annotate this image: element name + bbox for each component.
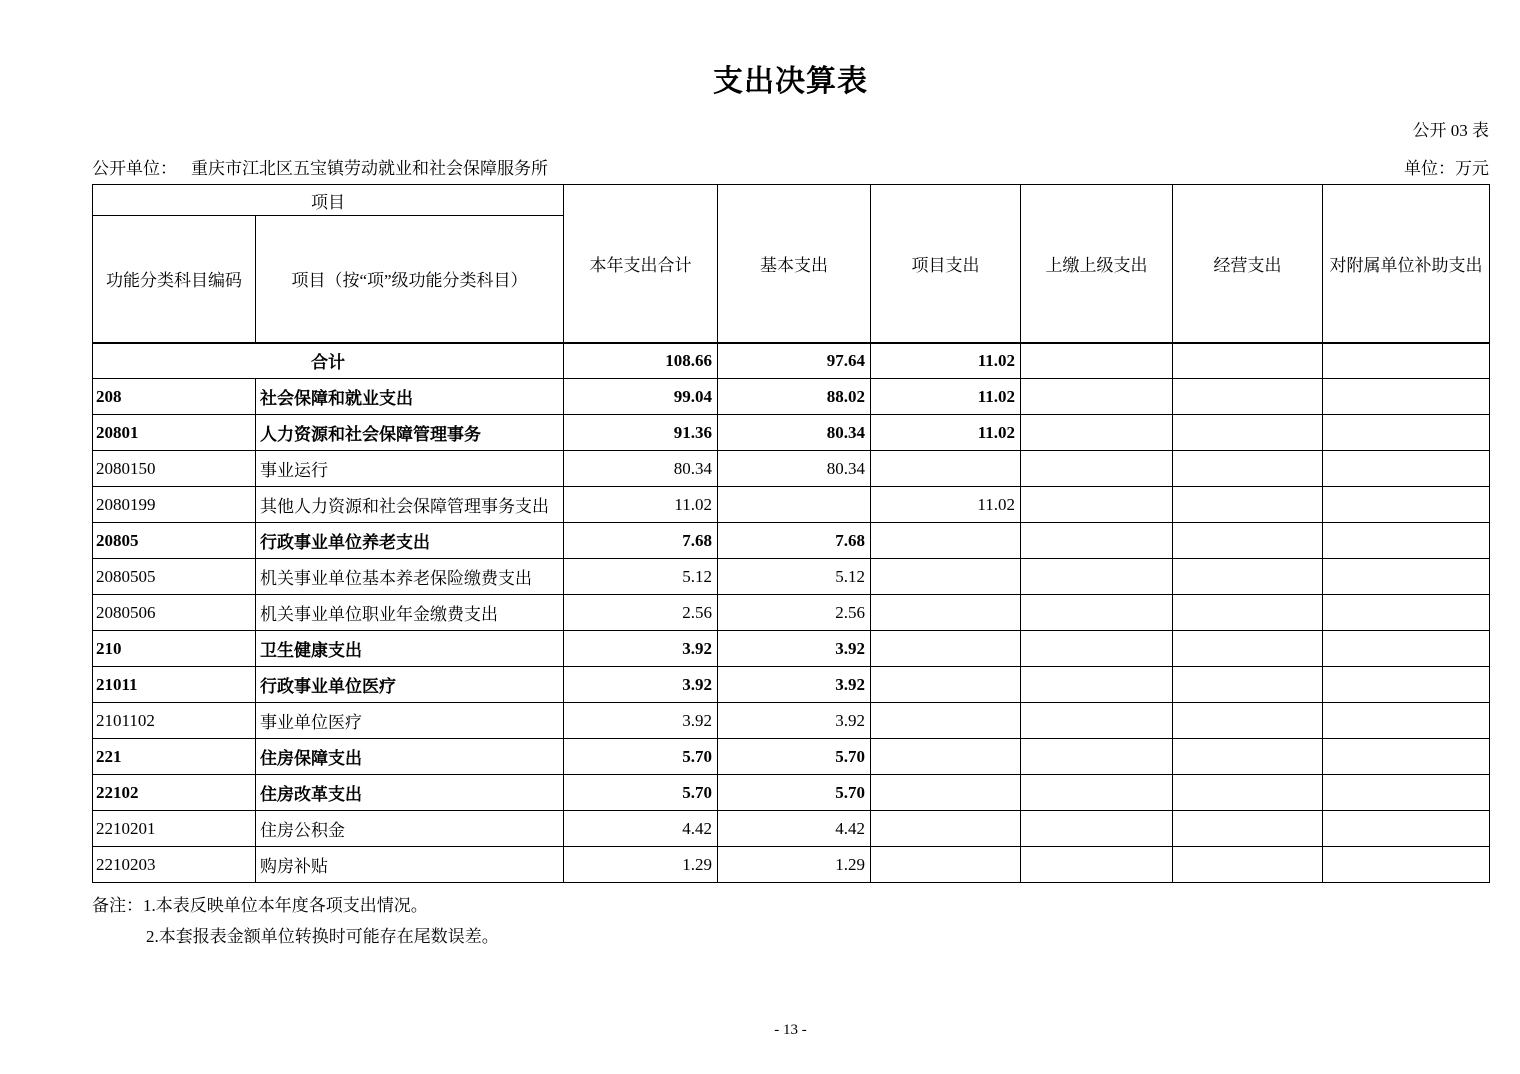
cell-total: 1.29 (564, 847, 718, 883)
cell-project (871, 703, 1021, 739)
cell-item: 卫生健康支出 (256, 631, 564, 667)
cell-operating (1173, 559, 1323, 595)
cell-total: 3.92 (564, 667, 718, 703)
publishing-unit-line (92, 154, 548, 179)
table-row (93, 379, 1490, 415)
cell-upper (1021, 595, 1173, 631)
cell-item: 住房改革支出 (256, 775, 564, 811)
cell-subsidy (1323, 451, 1490, 487)
cell-total: 5.70 (564, 739, 718, 775)
cell-upper (1021, 343, 1173, 379)
header-col-code: 功能分类科目编码 (93, 216, 256, 343)
table-row (93, 523, 1490, 559)
cell-basic: 3.92 (718, 703, 871, 739)
table-row (93, 847, 1490, 883)
cell-upper (1021, 415, 1173, 451)
table-row (93, 739, 1490, 775)
cell-project: 11.02 (871, 343, 1021, 379)
cell-basic: 7.68 (718, 523, 871, 559)
header-col-operating: 经营支出 (1173, 185, 1323, 343)
meta-line (92, 154, 1489, 179)
document-content (92, 0, 1489, 952)
cell-code: 210 (93, 631, 256, 667)
cell-basic: 5.70 (718, 775, 871, 811)
cell-code: 20805 (93, 523, 256, 559)
cell-operating (1173, 631, 1323, 667)
cell-code: 21011 (93, 667, 256, 703)
header-col-item: 项目（按“项”级功能分类科目） (256, 216, 564, 343)
cell-operating (1173, 523, 1323, 559)
cell-upper (1021, 487, 1173, 523)
cell-project (871, 523, 1021, 559)
cell-item: 社会保障和就业支出 (256, 379, 564, 415)
cell-subsidy (1323, 847, 1490, 883)
table-row (93, 595, 1490, 631)
cell-upper (1021, 559, 1173, 595)
table-row (93, 703, 1490, 739)
cell-project (871, 775, 1021, 811)
cell-operating (1173, 667, 1323, 703)
cell-operating (1173, 847, 1323, 883)
header-col-project: 项目支出 (871, 185, 1021, 343)
table-code: 公开 03 表 (1412, 121, 1489, 140)
cell-total: 3.92 (564, 703, 718, 739)
cell-item: 其他人力资源和社会保障管理事务支出 (256, 487, 564, 523)
cell-operating (1173, 775, 1323, 811)
cell-total: 11.02 (564, 487, 718, 523)
cell-project (871, 667, 1021, 703)
cell-basic: 5.70 (718, 739, 871, 775)
cell-basic: 88.02 (718, 379, 871, 415)
header-col-subsidy: 对附属单位补助支出 (1323, 185, 1490, 343)
cell-item: 购房补贴 (256, 847, 564, 883)
cell-total: 99.04 (564, 379, 718, 415)
cell-item: 机关事业单位职业年金缴费支出 (256, 595, 564, 631)
cell-project (871, 811, 1021, 847)
cell-basic: 5.12 (718, 559, 871, 595)
cell-code: 2080199 (93, 487, 256, 523)
cell-item: 机关事业单位基本养老保险缴费支出 (256, 559, 564, 595)
cell-code: 208 (93, 379, 256, 415)
cell-subsidy (1323, 775, 1490, 811)
cell-total: 7.68 (564, 523, 718, 559)
cell-code: 22102 (93, 775, 256, 811)
publishing-unit-label: 公开单位： (92, 159, 177, 178)
cell-basic: 80.34 (718, 415, 871, 451)
table-row (93, 415, 1490, 451)
cell-basic: 4.42 (718, 811, 871, 847)
header-col-basic: 基本支出 (718, 185, 871, 343)
cell-item: 住房公积金 (256, 811, 564, 847)
header-col-upper: 上缴上级支出 (1021, 185, 1173, 343)
cell-total: 5.12 (564, 559, 718, 595)
cell-project (871, 847, 1021, 883)
cell-total: 2.56 (564, 595, 718, 631)
table-row (93, 775, 1490, 811)
note-text-2: 2.本套报表金额单位转换时可能存在尾数误差。 (146, 926, 499, 946)
cell-project (871, 739, 1021, 775)
cell-subsidy (1323, 667, 1490, 703)
cell-upper (1021, 523, 1173, 559)
cell-subsidy (1323, 559, 1490, 595)
cell-code: 2101102 (93, 703, 256, 739)
notes-label: 备注： (92, 896, 143, 915)
cell-operating (1173, 451, 1323, 487)
cell-operating (1173, 415, 1323, 451)
table-row (93, 631, 1490, 667)
cell-code: 221 (93, 739, 256, 775)
cell-subsidy (1323, 595, 1490, 631)
cell-upper (1021, 631, 1173, 667)
cell-subsidy (1323, 415, 1490, 451)
cell-item: 事业运行 (256, 451, 564, 487)
cell-basic: 1.29 (718, 847, 871, 883)
cell-project (871, 559, 1021, 595)
cell-code: 2210203 (93, 847, 256, 883)
cell-total: 5.70 (564, 775, 718, 811)
cell-total: 3.92 (564, 631, 718, 667)
cell-code: 2080505 (93, 559, 256, 595)
cell-upper (1021, 847, 1173, 883)
cell-operating (1173, 703, 1323, 739)
cell-operating (1173, 379, 1323, 415)
cell-item-total: 合计 (93, 343, 564, 379)
cell-upper (1021, 667, 1173, 703)
cell-upper (1021, 379, 1173, 415)
note-line-1 (92, 891, 1489, 922)
cell-subsidy (1323, 343, 1490, 379)
cell-item: 行政事业单位养老支出 (256, 523, 564, 559)
cell-code: 2080506 (93, 595, 256, 631)
cell-upper (1021, 451, 1173, 487)
cell-project: 11.02 (871, 487, 1021, 523)
note-text-1: 1.本表反映单位本年度各项支出情况。 (143, 896, 428, 915)
cell-code: 2210201 (93, 811, 256, 847)
money-unit-label: 单位：万元 (1404, 159, 1489, 178)
cell-operating (1173, 811, 1323, 847)
cell-subsidy (1323, 631, 1490, 667)
publishing-unit-name: 重庆市江北区五宝镇劳动就业和社会保障服务所 (191, 159, 548, 178)
notes (92, 891, 1489, 952)
cell-item: 住房保障支出 (256, 739, 564, 775)
expenditure-table (92, 184, 1490, 883)
header-col-total: 本年支出合计 (564, 185, 718, 343)
cell-item: 人力资源和社会保障管理事务 (256, 415, 564, 451)
page-number: - 13 - (774, 1022, 807, 1038)
header-group-item: 项目 (93, 185, 564, 216)
cell-operating (1173, 595, 1323, 631)
cell-total: 108.66 (564, 343, 718, 379)
cell-project: 11.02 (871, 379, 1021, 415)
cell-operating (1173, 487, 1323, 523)
cell-subsidy (1323, 811, 1490, 847)
cell-basic: 3.92 (718, 631, 871, 667)
table-body (93, 343, 1490, 883)
cell-subsidy (1323, 487, 1490, 523)
header-row-group (93, 185, 1490, 216)
cell-subsidy (1323, 379, 1490, 415)
cell-total: 80.34 (564, 451, 718, 487)
table-row (93, 451, 1490, 487)
cell-basic (718, 487, 871, 523)
page-title: 支出决算表 (713, 65, 868, 98)
table-row (93, 343, 1490, 379)
cell-upper (1021, 703, 1173, 739)
cell-project (871, 631, 1021, 667)
cell-item: 行政事业单位医疗 (256, 667, 564, 703)
cell-total: 91.36 (564, 415, 718, 451)
cell-basic: 80.34 (718, 451, 871, 487)
cell-basic: 3.92 (718, 667, 871, 703)
table-row (93, 487, 1490, 523)
cell-code: 2080150 (93, 451, 256, 487)
cell-operating (1173, 739, 1323, 775)
table-row (93, 667, 1490, 703)
cell-item: 事业单位医疗 (256, 703, 564, 739)
cell-upper (1021, 739, 1173, 775)
cell-subsidy (1323, 523, 1490, 559)
cell-basic: 2.56 (718, 595, 871, 631)
table-row (93, 811, 1490, 847)
cell-upper (1021, 811, 1173, 847)
cell-code: 20801 (93, 415, 256, 451)
cell-project (871, 451, 1021, 487)
cell-operating (1173, 343, 1323, 379)
cell-subsidy (1323, 703, 1490, 739)
cell-total: 4.42 (564, 811, 718, 847)
cell-basic: 97.64 (718, 343, 871, 379)
cell-project (871, 595, 1021, 631)
table-row (93, 559, 1490, 595)
cell-upper (1021, 775, 1173, 811)
cell-project: 11.02 (871, 415, 1021, 451)
cell-subsidy (1323, 739, 1490, 775)
